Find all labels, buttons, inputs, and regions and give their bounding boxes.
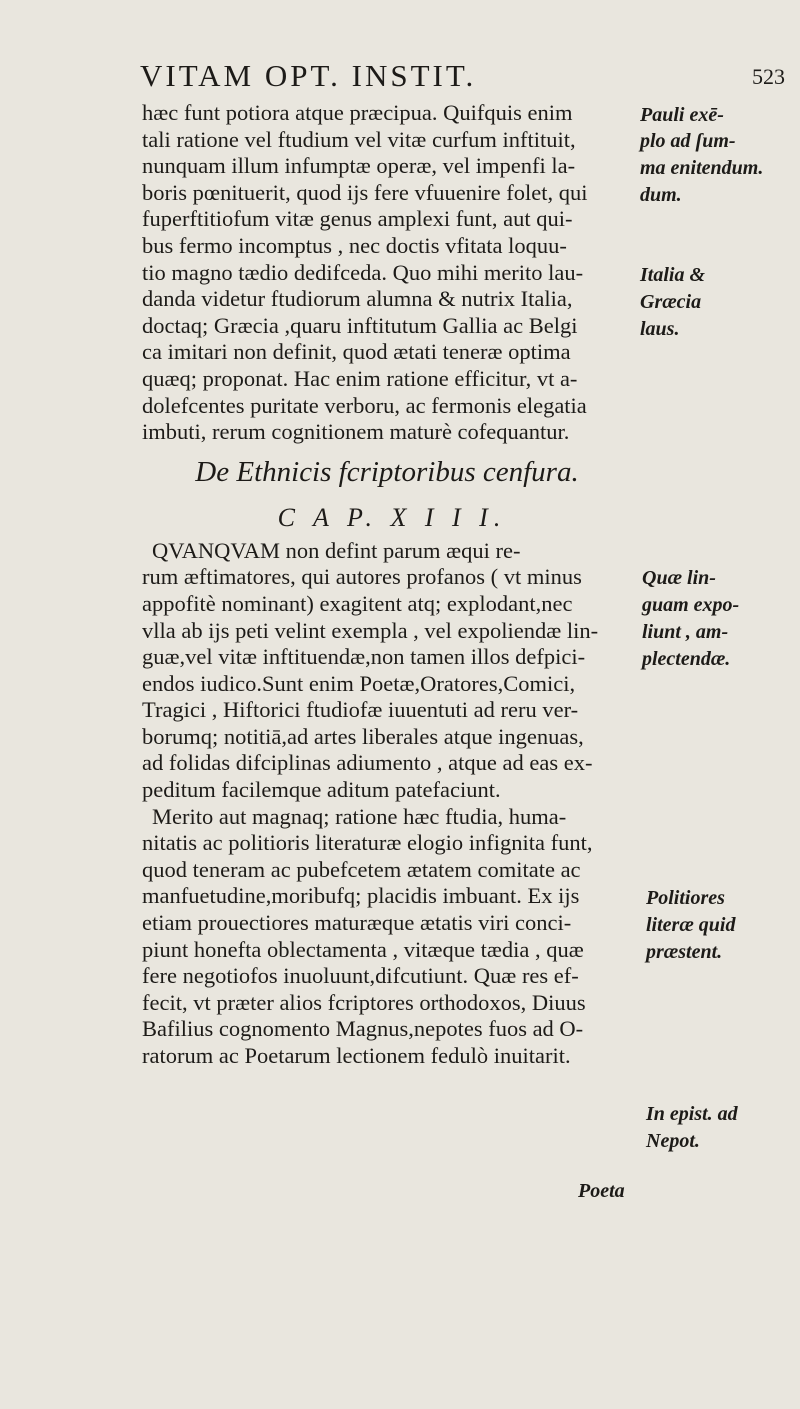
text-line: tio magno tædio dedifceda. Quo mihi merito lau- [142,259,584,285]
text-line: endos iudico.Sunt enim Poetæ,Oratores,Comici, [142,670,576,696]
running-title: VITAM OPT. INSTIT. [140,58,477,93]
text-line: borumq; notitiā,ad artes liberales atque ingenuas, [142,723,584,749]
margin-note-quae-2: guam expo- [642,594,740,616]
text-line: quæq; proponat. Hac enim ratione efficitur, vt a- [142,365,578,391]
text-line: peditum facilemque aditum patefaciunt. [142,777,501,803]
margin-note-italia: Italia & [640,264,706,286]
margin-note-politiores: Politiores [646,887,725,909]
text-line: imbuti, rerum cognitionem maturè cofequantur. [142,419,570,445]
margin-note-quae-1: Quæ lin- [642,567,716,589]
text-line: Bafilius cognomento Magnus,nepotes fuos ad O- [142,1016,584,1042]
paragraph-3 [142,804,642,1070]
margin-note-literae: literæ quid [646,914,736,936]
text-line: Tragici , Hiftorici ftudiofæ iuuentuti ad reru ver- [142,697,579,723]
margin-note-quae-4: plectendæ. [642,648,731,670]
text-line: bus fermo incomptus , nec doctis vfitata loquu- [142,232,567,258]
text-line: manfuetudine,moribufq; placidis imbuant. Ex ijs [142,883,580,909]
margin-note-nepot: Nepot. [646,1130,700,1152]
paragraph-1 [142,100,642,446]
text-line: piunt honefta oblectamenta , vitæque tædia , quæ [142,936,584,962]
text-line: quod teneram ac pubefcetem ætatem comitate ac [142,856,581,882]
margin-note-graecia: Græcia [640,291,702,313]
margin-note-quae-3: liunt , am- [642,621,729,643]
text-line: boris pœnituerit, quod ijs fere vfuuenire folet, qui [142,179,588,205]
text-line: fuperftitiofum vitæ genus amplexi funt, aut qui- [142,206,573,232]
text-line: hæc funt potiora atque præcipua. Quifquis enim [142,100,573,125]
text-line: rum æftimatores, qui autores profanos ( vt minus [142,564,582,590]
text-line: QVANQVAM non defint parum æqui re- [152,537,521,563]
text-line: fecit, vt præter alios fcriptores orthodoxos, Diuus [142,989,586,1015]
text-line: ca imitari non definit, quod ætati teneræ optima [142,339,571,365]
text-line: tali ratione vel ftudium vel vitæ curfum inftituit, [142,126,576,152]
text-line: dolefcentes puritate verboru, ac fermonis elegatia [142,392,587,418]
chapter-number: C A P. X I I I. [277,502,507,532]
text-line: fere negotiofos inuoluunt,difcutiunt. Quæ res ef- [142,963,579,989]
text-line: ad folidas difciplinas adiumento , atque ad eas ex- [142,750,593,776]
text-line: danda videtur ftudiorum alumna & nutrix Italia, [142,286,573,312]
text-line: vlla ab ijs peti velint exempla , vel expoliendæ lin- [142,617,599,643]
margin-note-dum: dum. [640,184,682,206]
text-line: ratorum ac Poetarum lectionem fedulò inuitarit. [142,1043,571,1068]
margin-note-laus: laus. [640,318,680,340]
main-text [142,100,642,1070]
paragraph-2 [142,538,642,804]
text-line: nunquam illum infumptæ operæ, vel impenfi la- [142,153,576,179]
margin-note-ma: ma enitendum. [640,157,764,179]
text-line: Merito aut magnaq; ratione hæc ftudia, huma- [152,803,567,829]
text-line: nitatis ac politioris literaturæ elogio infignita funt, [142,830,593,856]
margin-note-pauli: Pauli exē- [640,104,724,126]
text-line: guæ,vel vitæ inftituendæ,non tamen illos defpici- [142,644,586,670]
text-line: appofitè nominant) exagitent atq; explodant,nec [142,590,573,616]
margin-note-epist: In epist. ad [646,1103,738,1125]
page-number: 523 [752,64,785,89]
margin-note-plo: plo ad ſum- [640,130,736,152]
text-line: doctaq; Græcia ,quaru inftitutum Gallia ac Belgi [142,312,578,338]
text-line: etiam prouectiores maturæque ætatis viri conci- [142,910,572,936]
section-heading: De Ethnicis fcriptoribus cenfura. [195,455,579,488]
margin-note-praestent: præstent. [646,941,723,963]
catchword: Poeta [578,1180,625,1202]
